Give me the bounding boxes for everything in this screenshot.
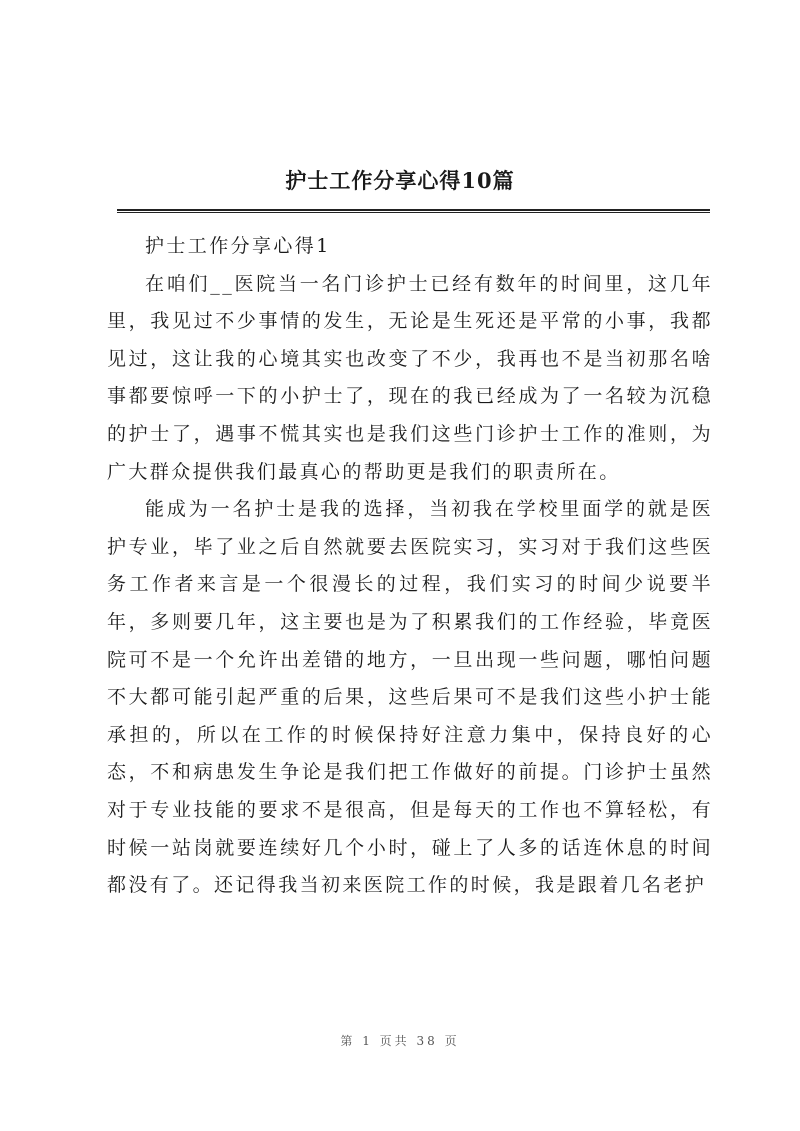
document-body — [107, 228, 713, 905]
section-heading: 护士工作分享心得1 — [145, 235, 331, 257]
paragraph-2: 能成为一名护士是我的选择，当初我在学校里面学的就是医护专业，毕了业之后自然就要去医院实习，实习对于我们这些医务工作者来言是一个很漫长的过程，我们实习的时间少说要半年，多则要几年，这主要也是为了积累我们的工作经验，毕竟医院可不是一个允许出差错的地方，一旦出现一些问题，哪怕问题不大都可能引起严重的后果，这些后果可不是我们这些小护士能承担的，所以在工作的时候保持好注意力集中，保持良好的心态，不和病患发生争论是我们把工作做好的前提。门诊护士虽然对于专业技能的要求不是很高，但是每天的工作也不算轻松，有时候一站岗就要连续好几个小时，碰上了人多的话连休息的时间都没有了。还记得我当初来医院工作的时候，我是跟着几名老护 — [107, 498, 713, 897]
title-divider — [117, 209, 710, 213]
document-title: 护士工作分享心得10篇 — [285, 168, 515, 193]
paragraph-1: 在咱们__医院当一名门诊护士已经有数年的时间里，这几年里，我见过不少事情的发生，无论是生死还是平常的小事，我都见过，这让我的心境其实也改变了不少，我再也不是当初那名啥事都要惊呼一下的小护士了，现在的我已经成为了一名较为沉稳的护士了，遇事不慌其实也是我们这些门诊护士工作的准则，为广大群众提供我们最真心的帮助更是我们的职责所在。 — [107, 272, 713, 483]
page-footer: 第 1 页共 38 页 — [340, 1034, 460, 1048]
